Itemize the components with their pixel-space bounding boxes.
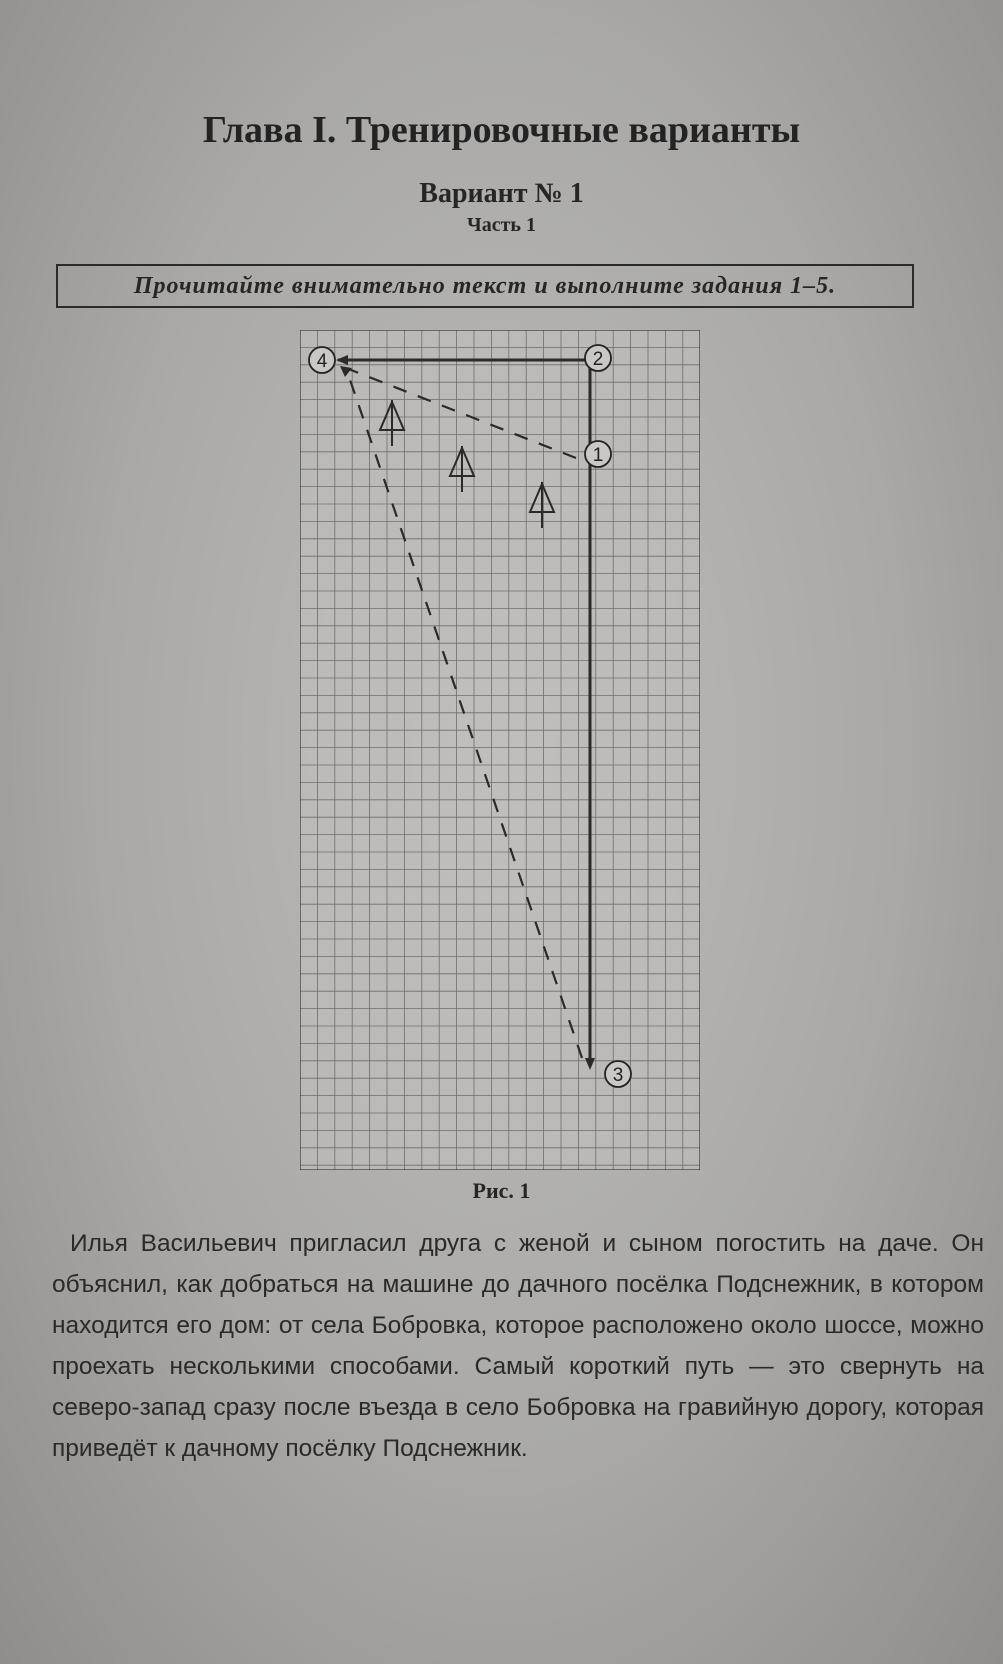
point-label-1: 1 — [592, 445, 604, 466]
point-marker-4 — [309, 347, 335, 373]
body-paragraph: Илья Васильевич пригласил друга с женой и сыном погостить на даче. Он объяснил, как добраться на машине до дачного посёлка Подснежник, в котором находится его дом: от села Бобровка, которое расположено около шоссе, можно проехать несколькими способами. Самый короткий путь — это свернуть на северо-запад сразу после въезда в село Бобровка на гравийную дорогу, которая приведёт к дачному посёлку Подснежник. — [52, 1230, 984, 1462]
point-label-3: 3 — [612, 1065, 624, 1086]
route-map-svg — [300, 330, 700, 1170]
variant-heading: Вариант № 1 — [419, 178, 584, 209]
point-label-4: 4 — [316, 351, 328, 372]
point-marker-3 — [605, 1061, 631, 1087]
part-heading: Часть 1 — [467, 214, 536, 236]
route-map-figure — [300, 330, 700, 1170]
figure-caption: Рис. 1 — [472, 1178, 531, 1203]
point-marker-1 — [585, 441, 611, 467]
point-label-2: 2 — [592, 349, 604, 370]
instruction-box — [56, 264, 914, 308]
point-marker-2 — [585, 345, 611, 371]
instruction-text: Прочитайте внимательно текст и выполните задания 1–5. — [133, 272, 837, 299]
chapter-title: Глава I. Тренировочные варианты — [202, 109, 801, 151]
grid-background — [300, 330, 700, 1170]
